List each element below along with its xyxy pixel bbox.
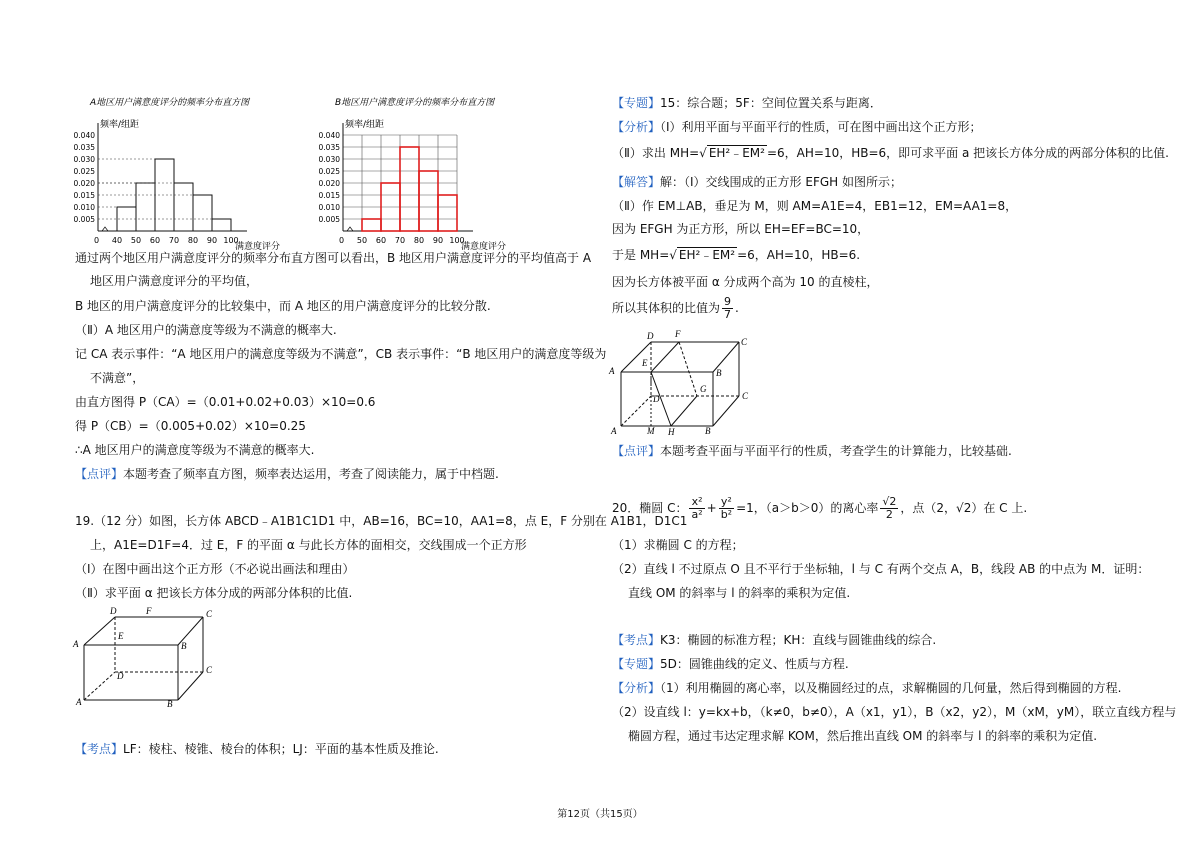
fenxi-2 xyxy=(612,680,1121,696)
svg-text:A: A xyxy=(609,366,615,376)
para-line: B 地区的用户满意度评分的比较集中，而 A 地区的用户满意度评分的比较分散. xyxy=(75,299,491,313)
y-tick-label: 0.025 xyxy=(318,167,340,176)
chart-title: B地区用户满意度评分的频率分布直方图 xyxy=(335,98,495,108)
kaodian-2 xyxy=(612,632,936,648)
zhuanti-text: 15：综合题；5F：空间位置关系与距离． xyxy=(660,96,882,110)
x-tick-label: 50 xyxy=(130,236,142,245)
svg-text:C: C xyxy=(742,391,749,401)
svg-text:B: B xyxy=(181,641,187,651)
svg-text:E: E xyxy=(118,631,124,641)
cuboid-figure-q19 xyxy=(70,605,220,710)
y-tick-label: 0.020 xyxy=(73,179,95,188)
svg-text:D: D xyxy=(117,671,124,681)
jieda-tag: 【解答】 xyxy=(612,175,661,189)
svg-text:M: M xyxy=(647,426,655,436)
x-tick-label: 80 xyxy=(187,236,199,245)
y-tick-label: 0.005 xyxy=(318,215,340,224)
text: . xyxy=(735,301,739,315)
fenxi-text: （Ⅰ）利用平面与平面平行的性质，可在图中画出这个正方形； xyxy=(660,120,982,134)
page-footer: 第12页（共15页） xyxy=(557,809,643,820)
y-tick-label: 0.035 xyxy=(318,143,340,152)
numerator: x² xyxy=(689,496,704,509)
text: =6，AH=10，HB=6，即可求平面 a 把该长方体分成的两部分体积的比值. xyxy=(766,146,1169,160)
text: =6，AH=10，HB=6. xyxy=(737,248,861,262)
svg-text:C: C xyxy=(206,609,213,619)
x-tick-label: 40 xyxy=(111,236,123,245)
y-tick-label: 0.040 xyxy=(318,131,340,140)
dianping-text: 本题考查平面与平面平行的性质，考查学生的计算能力，比较基础. xyxy=(660,444,1012,458)
fenxi-1 xyxy=(612,119,982,135)
y-tick-label: 0.025 xyxy=(73,167,95,176)
denominator: b² xyxy=(720,508,733,521)
para-line: 由直方图得 P（CA）=（0.01+0.02+0.03）×10=0.6 xyxy=(75,395,376,409)
y-tick-label: 0.015 xyxy=(73,191,95,200)
comment-text: 本题考查了频率直方图，频率表达运用，考查了阅读能力，属于中档题. xyxy=(123,467,499,481)
svg-text:E: E xyxy=(642,358,648,368)
svg-text:B: B xyxy=(705,426,711,436)
histogram-bar xyxy=(193,195,212,231)
zhuanti-text: 5D：圆锥曲线的定义、性质与方程. xyxy=(660,657,849,671)
x-tick-label: 60 xyxy=(375,236,387,245)
denominator: 7 xyxy=(724,308,732,321)
fenxi-2-line: 椭圆方程，通过韦达定理求解 KOM，然后推出直线 OM 的斜率与 l 的斜率的乘积为定值. xyxy=(628,729,1098,743)
fraction xyxy=(722,296,733,321)
svg-text:D: D xyxy=(653,394,660,404)
para-line: 得 P（CB）=（0.005+0.02）×10=0.25 xyxy=(75,419,306,433)
para-line: 通过两个地区用户满意度评分的频率分布直方图可以看出，B 地区用户满意度评分的平均值高于 A xyxy=(75,251,592,265)
y-tick-label: 0.020 xyxy=(318,179,340,188)
zhuanti-tag: 【专题】 xyxy=(612,96,661,110)
jieda xyxy=(612,174,902,190)
svg-text:D: D xyxy=(110,606,117,616)
histogram-bar xyxy=(212,219,231,231)
para-line: （Ⅱ）A 地区用户的满意度等级为不满意的概率大. xyxy=(75,323,337,337)
svg-text:A: A xyxy=(76,697,82,707)
x-tick-label: 100 xyxy=(223,236,239,245)
svg-text:A: A xyxy=(611,426,617,436)
x-tick-label: 90 xyxy=(206,236,218,245)
fraction xyxy=(689,496,704,521)
para-line: ∴A 地区用户的满意度等级为不满意的概率大. xyxy=(75,443,315,457)
jieda-line: 因为 EFGH 为正方形，所以 EH=EF=BC=10， xyxy=(612,222,870,236)
svg-text:F: F xyxy=(675,329,681,339)
x-tick-label: 90 xyxy=(432,236,444,245)
svg-text:C: C xyxy=(206,665,213,675)
histogram-bar xyxy=(438,195,457,231)
para-line: 地区用户满意度评分的平均值， xyxy=(90,274,259,288)
kaodian-tag: 【考点】 xyxy=(612,633,661,647)
fenxi-tag: 【分析】 xyxy=(612,120,661,134)
y-tick-label: 0.030 xyxy=(318,155,340,164)
svg-text:B: B xyxy=(716,368,722,378)
zhuanti-tag: 【专题】 xyxy=(612,657,661,671)
q19-line: （Ⅱ）求平面 α 把该长方体分成的两部分体积的比值. xyxy=(75,586,353,600)
x-tick-label: 70 xyxy=(394,236,406,245)
q20-line: （1）求椭圆 C 的方程； xyxy=(612,538,744,552)
y-tick-label: 0.015 xyxy=(318,191,340,200)
axis-break xyxy=(102,227,108,231)
fenxi-1-line2: （Ⅱ）求出 MH=√ EH²﹣EM² =6，AH=10，HB=6，即可求平面 a 把该长方体分成的两部分体积的比值. xyxy=(612,146,1169,160)
denominator: a² xyxy=(691,508,703,521)
q20-line: 直线 OM 的斜率与 l 的斜率的乘积为定值. xyxy=(628,586,851,600)
yin-line: 因为长方体被平面 α 分成两个高为 10 的直棱柱， xyxy=(612,275,879,289)
numerator: y² xyxy=(719,496,734,509)
svg-text:B: B xyxy=(167,699,173,709)
x-tick-label: 50 xyxy=(356,236,368,245)
axis-break xyxy=(347,227,353,231)
yushi-line: 于是 MH=√ EH²﹣EM² =6，AH=10，HB=6. xyxy=(612,248,861,262)
q19-line: （Ⅰ）在图中画出这个正方形（不必说出画法和理由） xyxy=(75,562,355,576)
x-tick-label: 80 xyxy=(413,236,425,245)
y-tick-label: 0.040 xyxy=(73,131,95,140)
numerator: 9 xyxy=(724,295,732,308)
fenxi-2-line: （2）设直线 l：y=kx+b，（k≠0，b≠0），A（x1，y1），B（x2，y2），M（xM，yM），联立直线方程与 xyxy=(612,705,1177,719)
comment xyxy=(75,466,499,482)
cuboid-figure-solution xyxy=(605,326,755,438)
svg-text:D: D xyxy=(647,331,654,341)
kaodian xyxy=(75,741,439,757)
para-line: 不满意”， xyxy=(90,371,145,385)
text: 所以其体积的比值为 xyxy=(612,301,721,315)
kaodian-tag: 【考点】 xyxy=(75,742,124,756)
dianping-tag: 【点评】 xyxy=(612,444,661,458)
jieda-line: （Ⅱ）作 EM⊥AB，垂足为 M，则 AM=A1E=4，EB1=12，EM=AA1=8， xyxy=(612,199,1018,213)
zhuanti-2 xyxy=(612,656,849,672)
kaodian-text: LF：棱柱、棱锥、棱台的体积；LJ：平面的基本性质及推论. xyxy=(123,742,439,756)
zhuanti-1 xyxy=(612,95,882,111)
y-axis-label: 频率/组距 xyxy=(345,120,385,130)
svg-text:F: F xyxy=(146,606,152,616)
chart-b xyxy=(305,93,550,253)
text: 20．椭圆 C： xyxy=(612,501,688,515)
ratio-line xyxy=(612,296,739,321)
dianping xyxy=(612,443,1012,459)
fenxi-text: （1）利用椭圆的离心率，以及椭圆经过的点，求解椭圆的几何量，然后得到椭圆的方程. xyxy=(660,681,1122,695)
text: =1，（a＞b＞0）的离心率 xyxy=(736,501,879,515)
svg-text:C: C xyxy=(741,337,748,347)
q19-line: 19.（12 分）如图，长方体 ABCD﹣A1B1C1D1 中，AB=16，BC=10，AA1=8，点 E，F 分别在 A1B1，D1C1 xyxy=(75,514,688,528)
kaodian-text: K3：椭圆的标准方程；KH：直线与圆锥曲线的综合. xyxy=(660,633,937,647)
denominator: 2 xyxy=(885,508,893,521)
svg-text:H: H xyxy=(668,427,675,437)
sqrt-expr: EH²﹣EM² xyxy=(678,248,736,262)
origin-label: 0 xyxy=(94,236,100,245)
text: 于是 MH= xyxy=(612,248,670,262)
svg-text:A: A xyxy=(73,639,79,649)
text: ，点（2，√2）在 C 上. xyxy=(900,501,1028,515)
x-tick-label: 60 xyxy=(149,236,161,245)
y-tick-label: 0.030 xyxy=(73,155,95,164)
histogram-bar xyxy=(362,219,381,231)
histogram-bar xyxy=(400,147,419,231)
x-axis-label: 满意度评分 xyxy=(461,242,507,252)
q20-line: （2）直线 l 不过原点 O 且不平行于坐标轴，l 与 C 有两个交点 A，B，线段 AB 的中点为 M．证明： xyxy=(612,562,1150,576)
fraction xyxy=(880,496,898,521)
histogram-bar xyxy=(419,171,438,231)
origin-label: 0 xyxy=(339,236,345,245)
y-axis-label: 频率/组距 xyxy=(100,120,140,130)
y-tick-label: 0.010 xyxy=(318,203,340,212)
y-tick-label: 0.005 xyxy=(73,215,95,224)
histogram-bar xyxy=(136,183,155,231)
y-tick-label: 0.035 xyxy=(73,143,95,152)
numerator: √2 xyxy=(882,495,897,508)
para-line: 记 CA 表示事件：“A 地区用户的满意度等级为不满意”，CB 表示事件：“B 地区用户的满意度等级为 xyxy=(75,347,607,361)
x-tick-label: 70 xyxy=(168,236,180,245)
chart-a xyxy=(60,93,305,253)
fenxi-tag: 【分析】 xyxy=(612,681,661,695)
sqrt-expr: EH²﹣EM² xyxy=(708,146,765,160)
x-tick-label: 100 xyxy=(449,236,465,245)
jieda-text: 解：（Ⅰ）交线围成的正方形 EFGH 如图所示； xyxy=(660,175,902,189)
y-tick-label: 0.010 xyxy=(73,203,95,212)
histogram-bar xyxy=(174,183,193,231)
comment-tag: 【点评】 xyxy=(75,467,124,481)
q20-statement xyxy=(612,493,1027,523)
q19-line: 上，A1E=D1F=4．过 E，F 的平面 α 与此长方体的面相交，交线围成一个正方形 xyxy=(90,538,527,552)
text: （Ⅱ）求出 MH= xyxy=(612,146,700,160)
x-axis-label: 满意度评分 xyxy=(235,242,281,252)
svg-text:G: G xyxy=(700,384,707,394)
fraction xyxy=(719,496,734,521)
chart-title: A地区用户满意度评分的频率分布直方图 xyxy=(90,98,250,108)
text: + xyxy=(706,501,717,515)
